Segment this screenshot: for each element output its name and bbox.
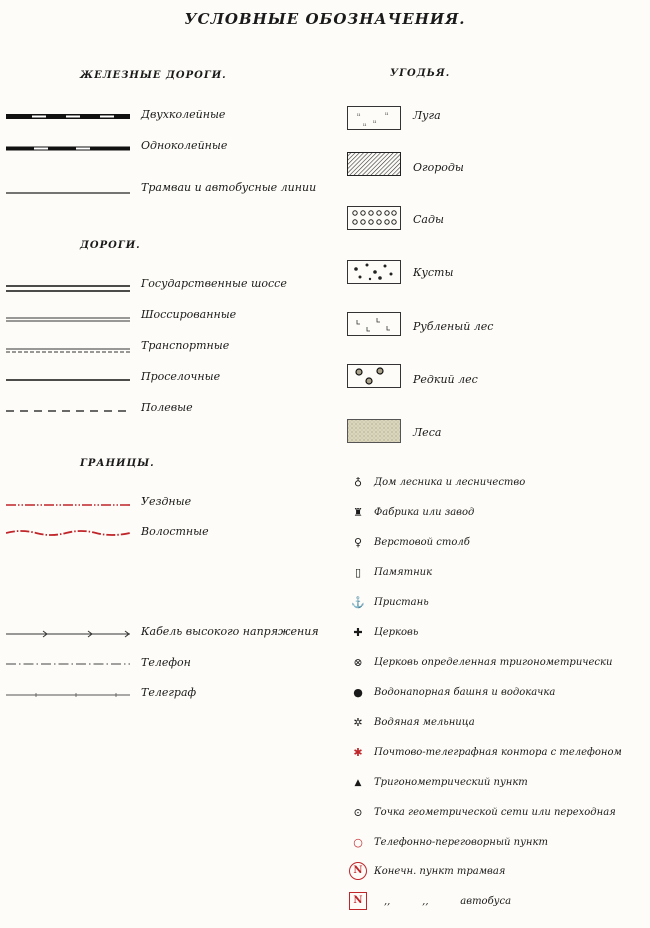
milestone-icon: ♀ <box>353 536 363 549</box>
church-cross-icon: ✚ <box>353 626 363 639</box>
monument-icon: ▯ <box>354 566 362 579</box>
telegraph-line-label: Телеграф <box>141 686 197 699</box>
point-label: Телефонно-переговорный пункт <box>374 837 548 848</box>
point-label: Водяная мельница <box>374 717 475 728</box>
point-label: Церковь <box>374 627 419 638</box>
watermill-icon: ✲ <box>353 716 363 729</box>
geodetic-point-icon: ⊙ <box>353 806 363 819</box>
field-road-label: Полевые <box>141 401 193 414</box>
bus-terminal-icon: N <box>349 892 367 910</box>
bushes-label: Кусты <box>413 266 454 279</box>
cut-forest-label: Рубленый лес <box>413 320 494 333</box>
tram-line-label: Трамваи и автобусные линии <box>141 181 317 194</box>
borders-heading: ГРАНИЦЫ. <box>80 458 155 469</box>
paved-road-label: Шоссированные <box>141 308 237 321</box>
phone-point-icon: ○ <box>353 836 363 849</box>
sparse-forest-label: Редкий лес <box>413 373 478 386</box>
point-label: Памятник <box>374 567 433 578</box>
telephone-line-symbol <box>6 661 130 667</box>
lands-heading: УГОДЬЯ. <box>390 68 451 79</box>
water-tower-icon: ● <box>353 686 363 699</box>
svg-text:ıı: ıı <box>373 119 377 125</box>
point-label: Дом лесника и лесничество <box>374 477 526 488</box>
meadow-label: Луга <box>413 109 441 122</box>
county-border-symbol <box>6 502 130 508</box>
railway-double-symbol <box>6 112 130 122</box>
forest-symbol <box>347 419 401 443</box>
pier-anchor-icon: ⚓ <box>351 596 365 609</box>
volost-border-label: Волостные <box>141 525 209 538</box>
hv-cable-symbol <box>6 630 130 638</box>
forest-label: Леса <box>413 426 442 439</box>
country-road-symbol <box>6 377 130 383</box>
point-label: Фабрика или завод <box>374 507 475 518</box>
triangle-icon: ▲ <box>354 778 362 788</box>
telegraph-line-symbol <box>6 692 130 698</box>
meadow-symbol <box>347 106 401 130</box>
point-label: Верстовой столб <box>374 537 470 548</box>
county-border-label: Уездные <box>141 495 192 508</box>
point-label: Точка геометрической сети или переходная <box>374 807 616 818</box>
cut-forest-symbol <box>347 312 401 336</box>
trig-church-icon: ⊗ <box>353 656 363 669</box>
svg-text:ıı: ıı <box>385 111 389 117</box>
railway-single-symbol <box>6 145 130 153</box>
tram-line-symbol <box>6 190 130 196</box>
state-highway-symbol <box>6 284 130 294</box>
post-office-icon: ✱ <box>353 746 363 759</box>
railway-single-label: Одноколейные <box>141 139 228 152</box>
paved-road-symbol <box>6 316 130 324</box>
orchard-label: Сады <box>413 213 444 226</box>
factory-icon: ♜ <box>353 506 363 519</box>
point-label: Пристань <box>374 597 429 608</box>
tram-terminal-icon: N <box>349 862 367 880</box>
volost-border-symbol <box>6 527 130 539</box>
orchard-symbol <box>347 206 401 230</box>
page-title: УСЛОВНЫЕ ОБОЗНАЧЕНИЯ. <box>184 10 466 28</box>
point-label: Почтово-телеграфная контора с телефоном <box>374 747 622 758</box>
hv-cable-label: Кабель высокого напряжения <box>141 625 319 638</box>
bushes-symbol <box>347 260 401 284</box>
roads-heading: ДОРОГИ. <box>80 240 141 251</box>
point-label: Конечн. пункт трамвая <box>374 866 506 877</box>
field-road-symbol <box>6 408 130 414</box>
railway-double-label: Двухколейные <box>141 108 226 121</box>
point-label: Тригонометрический пункт <box>374 777 528 788</box>
transport-road-symbol <box>6 347 130 355</box>
point-label: ,, ,, автобуса <box>384 896 512 907</box>
telephone-line-label: Телефон <box>141 656 191 669</box>
vegetable-garden-symbol <box>347 152 401 176</box>
vegetable-garden-label: Огороды <box>413 161 464 174</box>
svg-text:ıı: ıı <box>357 112 361 118</box>
state-highway-label: Государственные шоссе <box>141 277 287 290</box>
sparse-forest-symbol <box>347 364 401 388</box>
transport-road-label: Транспортные <box>141 339 230 352</box>
svg-text:ıı: ıı <box>363 122 367 128</box>
forester-icon: ♁ <box>353 475 363 488</box>
point-label: Церковь определенная тригонометрически <box>374 657 613 668</box>
country-road-label: Проселочные <box>141 370 221 383</box>
railways-heading: ЖЕЛЕЗНЫЕ ДОРОГИ. <box>80 70 227 81</box>
point-label: Водонапорная башня и водокачка <box>374 687 556 698</box>
